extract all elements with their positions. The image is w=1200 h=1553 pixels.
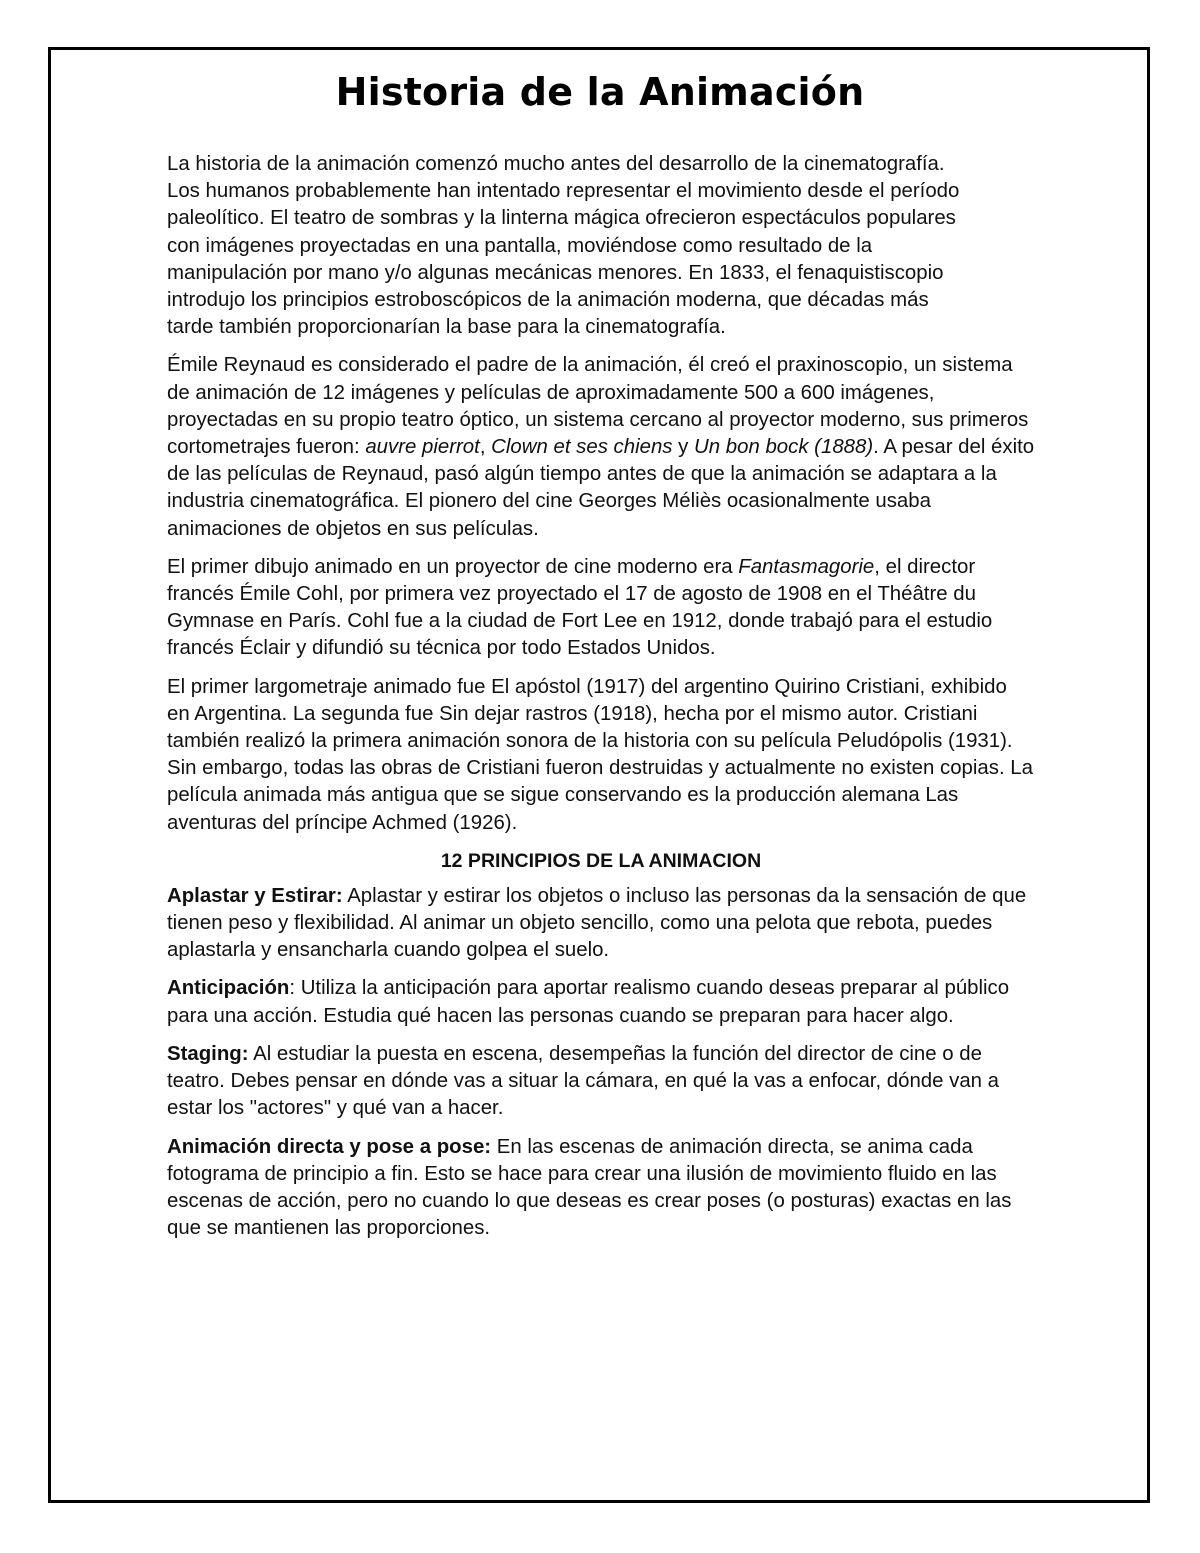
document-title: Historia de la Animación [335, 70, 865, 114]
principle-item [167, 1134, 1035, 1243]
principle-item [167, 975, 1035, 1029]
section-heading-principles: 12 PRINCIPIOS DE LA ANIMACION [440, 849, 762, 872]
principle-text: Aplastar y estirar los objetos o incluso las personas da la sensación de que tienen peso y flexibilidad. Al animar un objeto sencillo, como una pelota que rebota, puedes aplastarla y ensancharla cuando golpea el suelo. [167, 884, 1027, 962]
principle-term: Aplastar y Estirar: [167, 884, 343, 907]
paragraph-fantasmagorie-text-b: , el director francés Émile Cohl, por primera vez proyectado el 17 de agosto de 1908 en el Théâtre du Gymnase en París. Cohl fue a la ciudad de Fort Lee en 1912, donde trabajó para el estudio francés Éclair y difundió su técnica por todo Estados Unidos. [167, 555, 993, 660]
principle-item [167, 883, 1035, 965]
paragraph-reynaud-text-b: . A pesar del éxito de las películas de Reynaud, pasó algún tiempo antes de que la animación se adaptara a la industria cinematográfica. El pionero del cine Georges Méliès ocasionalmente usaba animaciones de objetos en sus películas. [167, 436, 1035, 540]
principle-term: Animación directa y pose a pose: [167, 1135, 492, 1158]
paragraph-reynaud-text-a: Émile Reynaud es considerado el padre de la animación, él creó el praxinoscopio, un sistema de animación de 12 imágenes y películas de aproximadamente 500 a 600 imágenes, proyectadas en su propio teatro óptico, un sistema cercano al proyector moderno, sus primeros cortometrajes fueron: [167, 354, 1029, 459]
separator-text: y [672, 436, 695, 459]
principle-text: En las escenas de animación directa, se anima cada fotograma de principio a fin. Esto se hace para crear una ilusión de movimiento fluido en las escenas de acción, pero no cuando lo que deseas es crear poses (o posturas) exactas en las que se mantienen las proporciones. [167, 1135, 1012, 1240]
paragraph-fantasmagorie-text-a: El primer dibujo animado en un proyector de cine moderno era [167, 555, 739, 578]
paragraph-cristiani: El primer largometraje animado fue El apóstol (1917) del argentino Quirino Cristiani, exhibido en Argentina. La segunda fue Sin dejar rastros (1918), hecha por el mismo autor. Cristiani también realizó la primera animación sonora de la historia con su película Peludópolis (1931). Sin embargo, todas las obras de Cristiani fueron destruidas y actualmente no existen copias. La película animada más antigua que se sigue conservando es la producción alemana Las aventuras del príncipe Achmed (1926). [167, 675, 1033, 834]
principle-item [167, 1041, 1035, 1123]
film-title-pauvre-pierrot: auvre pierrot [365, 436, 480, 459]
document-body [167, 151, 1035, 1253]
film-title-un-bon-bock: Un bon bock (1888) [694, 436, 874, 459]
paragraph-reynaud [167, 352, 1035, 542]
principle-term: Staging: [167, 1042, 249, 1065]
principle-term: Anticipación [167, 977, 290, 1000]
paragraph-history-origins: La historia de la animación comenzó mucho antes del desarrollo de la cinematografía. Los humanos probablemente han intentado representar el movimiento desde el período paleolítico. El teatro de sombras y la linterna mágica ofrecieron espectáculos populares con imágenes proyectadas en una pantalla, moviéndose como resultado de la manipulación por mano y/o algunas mecánicas menores. En 1833, el fenaquistiscopio introdujo los principios estroboscópicos de la animación moderna, que décadas más tarde también proporcionarían la base para la cinematografía. [167, 153, 960, 339]
film-title-clown-et-ses-chiens: Clown et ses chiens [491, 436, 673, 459]
film-title-fantasmagorie: Fantasmagorie [738, 555, 875, 578]
separator-text: , [479, 436, 492, 459]
paragraph-fantasmagorie [167, 554, 1035, 663]
principle-text: Al estudiar la puesta en escena, desempeñas la función del director de cine o de teatro. Debes pensar en dónde vas a situar la cámara, en qué la vas a enfocar, dónde van a estar los "actores" y qué van a hacer. [167, 1042, 1000, 1120]
principle-text: : Utiliza la anticipación para aportar realismo cuando deseas preparar al público para una acción. Estudia qué hacen las personas cuando se preparan para hacer algo. [167, 977, 1010, 1027]
